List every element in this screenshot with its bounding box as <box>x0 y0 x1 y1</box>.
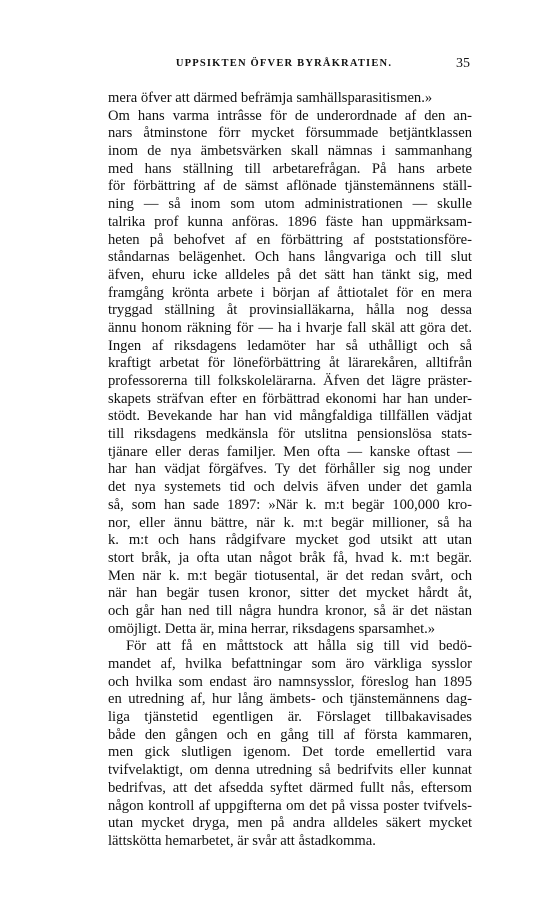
text-line: omöjligt. Detta är, mina herrar, riksdagens sparsamhet.» <box>108 620 436 637</box>
text-line: professorerna till folkskolelärarna. Äfven det lägre präster- <box>108 373 472 389</box>
text-line: bedrifvas, att det afsedda syftet därmed fullt nås, eftersom <box>108 779 472 796</box>
text-line: Om hans varma intrâsse för de underordnade af den an- <box>108 107 472 124</box>
text-line: ståndarnas belägenhet. Och hans långvariga och till slut <box>108 249 472 266</box>
text-line: stort bråk, ja ofta utan något bråk få, hvad k. m:t begär. <box>108 549 472 566</box>
text-line: till riksdagens medkänsla för utslitna pensionslösa stats- <box>108 426 472 443</box>
text-line: utan mycket dryga, men på andra alldeles säkert mycket <box>108 815 472 832</box>
text-line: för förbättring af de sämst aflönade tjänstemännens ställ- <box>108 178 472 195</box>
text-line: mandet af, hvilka befattningar som äro värkliga sysslor <box>108 656 472 672</box>
text-line: ännu honom räkning för — ha i hvarje fall skäl att göra det. <box>108 319 472 336</box>
text-line: stödt. Bevekande har han vid mångfaldiga tillfällen vädjat <box>108 408 472 425</box>
text-line: tvifvelaktigt, om denna utredning så bedrifvits eller kunnat <box>108 762 472 779</box>
text-line: skapets sträfvan efter en förbättrad ekonomi har han under- <box>108 390 472 407</box>
text-line: För att få en måttstock att hålla sig till vid bedö- <box>126 638 472 655</box>
text-line: framgång krönta arbete i början af åttiotalet för en mera <box>108 284 472 301</box>
text-line: när han begär tusen kronor, sitter det mycket hårdt åt, <box>108 585 472 602</box>
text-line: både den gången och en gång till af första kammaren, <box>108 726 472 743</box>
text-line: tryggad ställning åt provinsialläkarna, hålla nog dessa <box>108 302 472 319</box>
text-line: talrika prof kunna anföras. 1896 fäste han uppmärksam- <box>108 213 472 230</box>
text-line: någon kontroll af uppgifterna om det på vissa poster tvifvels- <box>108 797 472 814</box>
text-line: nars åtminstone förr mycket försummade betjäntklassen <box>108 125 472 142</box>
text-line: Men när k. m:t begär tiotusental, är det redan svårt, och <box>108 567 472 584</box>
text-line: det nya systemets tid och delvis äfven under det gamla <box>108 479 472 496</box>
text-line: ning — så inom som utom administrationen — skulle <box>108 196 472 213</box>
page-number: 35 <box>456 56 470 71</box>
body-text <box>108 90 472 851</box>
text-line: äfven, ehuru icke alldeles på det sätt han tänkt sig, med <box>108 266 472 283</box>
text-line: k. m:t och hans rådgifvare mycket god utsikt att utan <box>108 532 472 549</box>
text-line: och går han ned till några hundra kronor, så är det nästan <box>108 602 472 619</box>
text-line: inom de nya ämbetsvärken skall nämnas i sammanhang <box>108 143 472 160</box>
text-line: men gick slutligen igenom. Det torde emellertid vara <box>108 744 472 761</box>
text-line: en utredning af, hur lång ämbets- och tjänstemännens dag- <box>108 691 472 708</box>
text-line: mera öfver att därmed befrämja samhällsparasitismen.» <box>108 90 433 106</box>
text-line: lättskötta hemarbetet, är svår att åstadkomma. <box>108 832 376 849</box>
text-line: tjänare eller deras familjer. Men ofta — kanske oftast — <box>108 443 472 460</box>
text-line: har han vädjat förgäfves. Ty det förhåller sig nog under <box>108 461 472 478</box>
running-title: UPPSIKTEN ÖFVER BYRÅKRATIEN. <box>175 58 393 69</box>
text-line: med hans ställning till arbetarefrågan. På hans arbete <box>108 160 472 177</box>
text-line: så, som han sade 1897: »När k. m:t begär 100,000 kro- <box>108 496 472 513</box>
text-line: heten på behofvet af en förbättring af poststationsföre- <box>108 231 472 248</box>
text-line: Ingen af riksdagens ledamöter har så uthålligt och så <box>108 337 472 354</box>
running-head <box>98 58 470 74</box>
text-line: liga tjänstetid egentligen är. Förslaget tillbakavisades <box>108 709 472 726</box>
text-line: kraftigt arbetat för löneförbättring åt lärarekåren, alltifrån <box>108 355 472 372</box>
text-line: och hvilka som endast äro namnsysslor, föreslog han 1895 <box>108 673 472 690</box>
text-line: nor, eller ännu bättre, när k. m:t begär millioner, så ha <box>108 514 472 531</box>
